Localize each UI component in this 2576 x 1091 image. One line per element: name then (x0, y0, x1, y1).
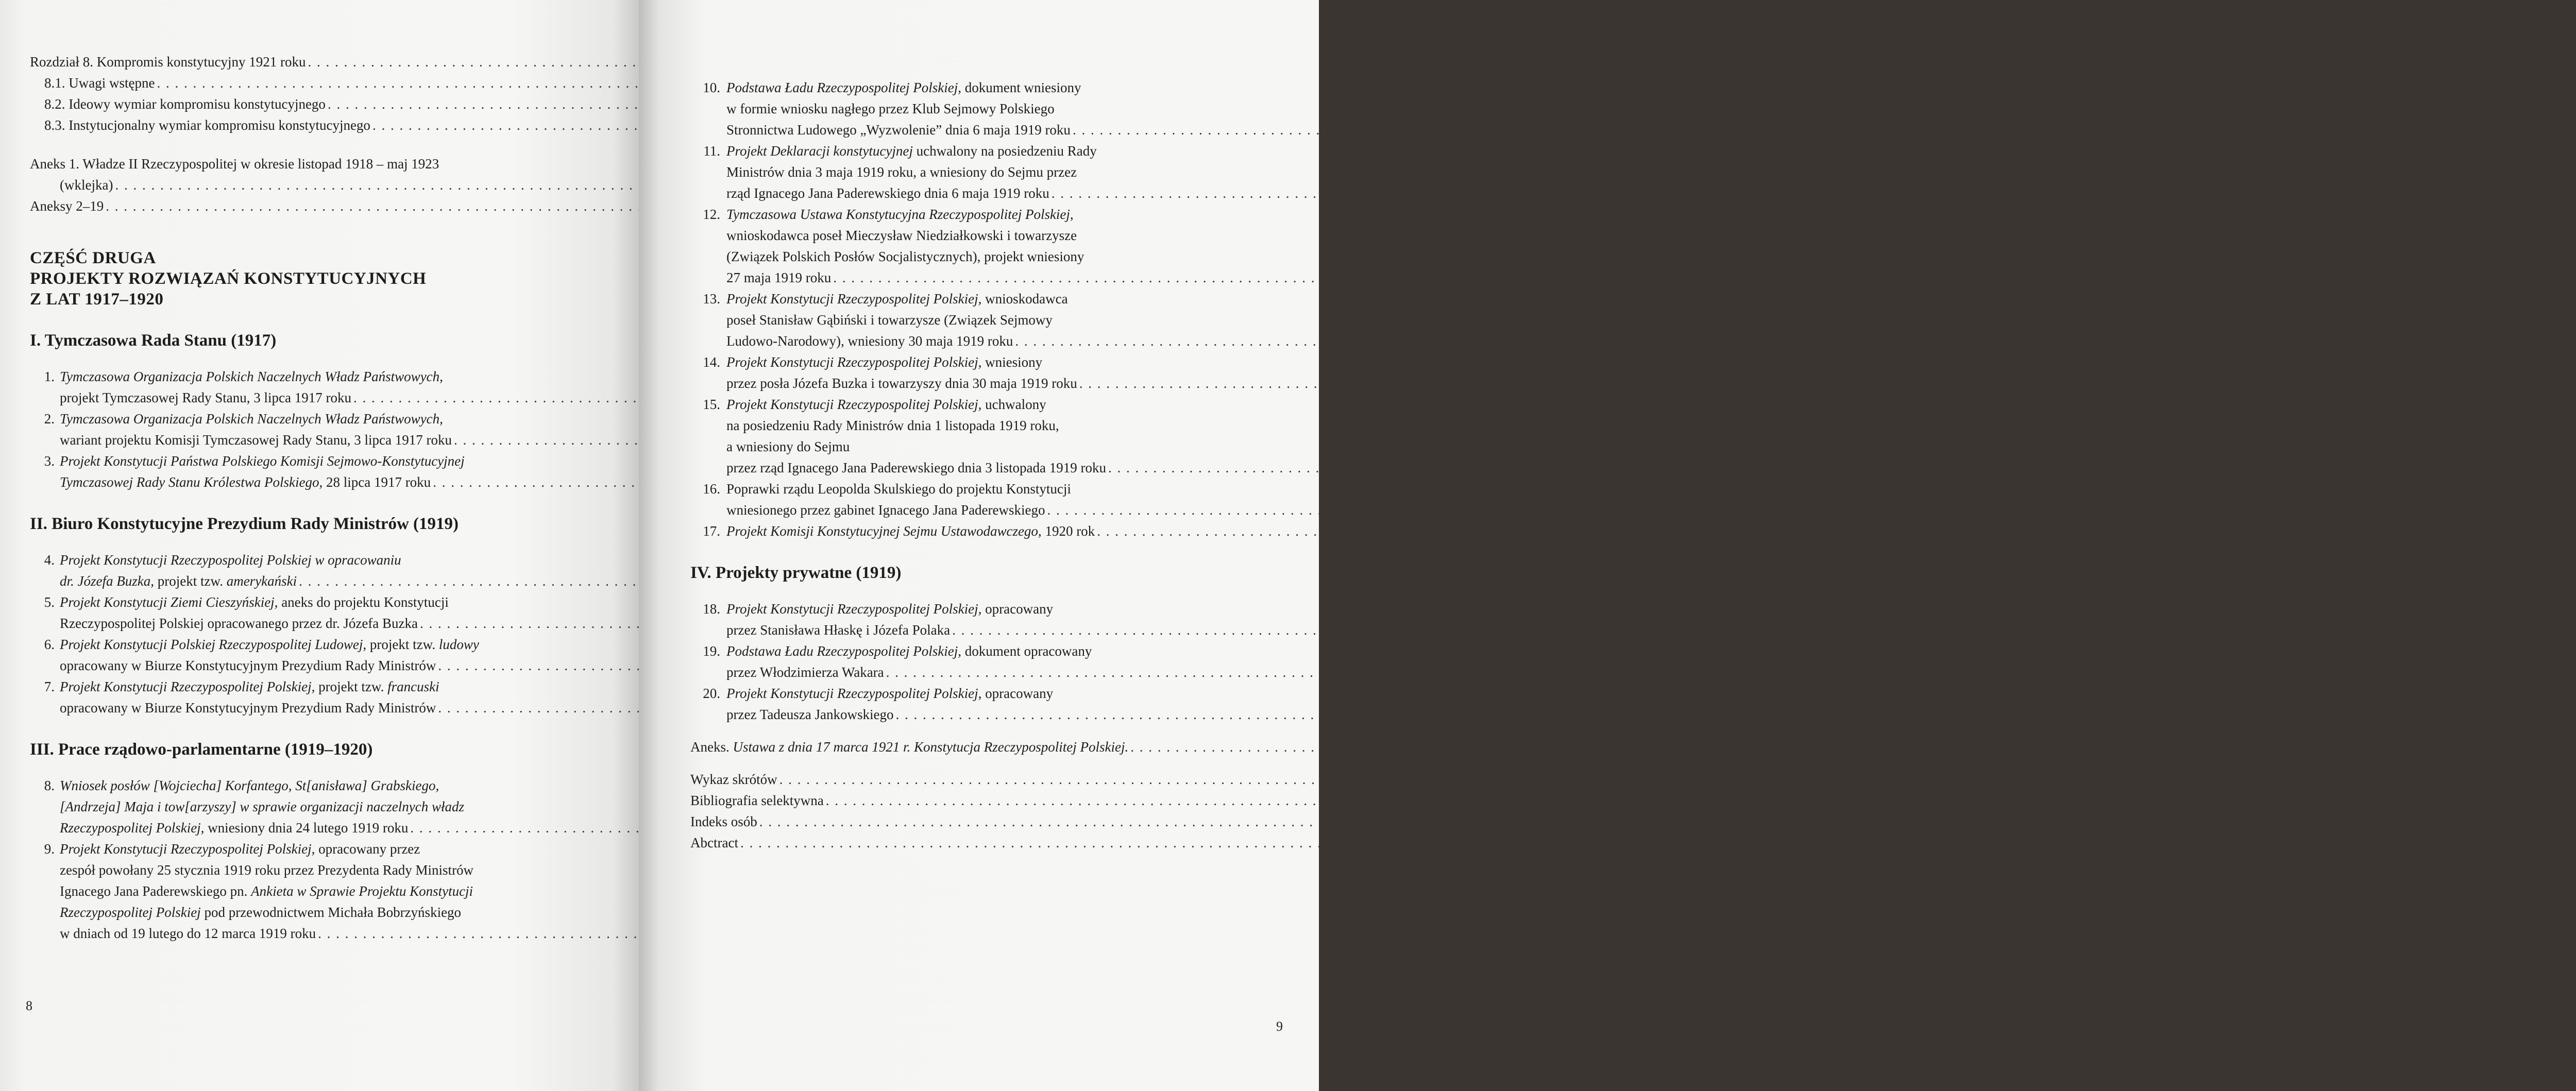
toc-entry-8-3[interactable] (30, 115, 616, 136)
toc-entry-abbreviations[interactable] (690, 769, 1261, 790)
entry-title: Tymczasowa Organizacja Polskich Naczelnych Władz Państwowych, (60, 369, 443, 384)
entry-label: Rozdział 8. Kompromis konstytucyjny 1921 roku (30, 54, 306, 70)
toc-entry-3[interactable] (30, 451, 616, 493)
entry-desc: wniesiony (981, 354, 1043, 370)
entry-desc: wnioskodawca (981, 291, 1068, 306)
entry-title-cont: dr. Józefa Buzka, (60, 573, 154, 589)
toc-entry-bibliography[interactable] (690, 790, 1261, 811)
toc-entry-7[interactable] (30, 676, 616, 719)
toc-entry-5[interactable] (30, 592, 616, 634)
leader-dots (1095, 521, 2576, 542)
leader-dots (155, 73, 2576, 94)
section-heading-3: III. Prace rządowo-parlamentarne (1919–1920) (30, 740, 373, 759)
entry-label: 8.2. Ideowy wymiar kompromisu konstytucyjnego (44, 96, 326, 112)
entry-title: Projekt Konstytucji Ziemi Cieszyńskiej, (60, 594, 278, 610)
entry-desc-cont: na posiedzeniu Rady Ministrów dnia 1 listopada 1919 roku, (726, 418, 1059, 433)
entry-number: 4. (44, 552, 55, 568)
entry-label: Abctract (690, 835, 738, 850)
entry-desc-cont: (Związek Polskich Posłów Socjalistycznych), projekt wniesiony (726, 249, 1084, 264)
entry-title: Projekt Konstytucji Rzeczypospolitej Polskiej, (726, 291, 982, 306)
entry-desc: 28 lipca 1917 roku (323, 474, 431, 490)
entry-title-cont: Tymczasowej Rady Stanu Królestwa Polskiego, (60, 474, 323, 490)
entry-number: 17. (703, 523, 720, 539)
entry-title: Tymczasowa Organizacja Polskich Naczelnych Władz Państwowych, (60, 411, 443, 427)
toc-entry-9[interactable] (30, 839, 616, 944)
entry-desc: projekt tzw. (315, 679, 388, 694)
entry-number: 11. (703, 143, 720, 159)
part-label: CZĘŚĆ DRUGA (30, 249, 156, 267)
entry-label: Bibliografia selektywna (690, 793, 824, 808)
entry-title: Projekt Konstytucji Rzeczypospolitej Polskiej, (726, 354, 982, 370)
entry-desc: wniesiony dnia 24 lutego 1919 roku (204, 820, 409, 836)
part-two-heading (30, 248, 616, 310)
toc-entry-8-1[interactable] (30, 73, 616, 94)
entry-desc: aneks do projektu Konstytucji (278, 594, 449, 610)
entry-title: Projekt Konstytucji Rzeczypospolitej Polskiej, (726, 686, 982, 701)
toc-entry-index[interactable] (690, 811, 1261, 832)
entry-desc-cont: poseł Stanisław Gąbiński i towarzysze (Związek Sejmowy (726, 312, 1053, 328)
entry-desc-end: wniesionego przez gabinet Ignacego Jana Paderewskiego (726, 502, 1045, 518)
entry-number: 12. (703, 207, 720, 222)
toc-entry-14[interactable] (690, 352, 1261, 394)
entry-number: 7. (44, 679, 55, 694)
entry-number: 5. (44, 594, 55, 610)
entry-title: Projekt Komisji Konstytucyjnej Sejmu Ustawodawczego, (726, 523, 1042, 539)
right-page (639, 0, 1319, 1091)
toc-entry-6[interactable] (30, 634, 616, 676)
entry-label: Aneks. (690, 739, 733, 755)
entry-desc-cont: Ministrów dnia 3 maja 1919 roku, a wniesiony do Sejmu przez (726, 164, 1077, 180)
leader-dots (950, 620, 2576, 641)
entry-label: 8.3. Instytucjonalny wymiar kompromisu konstytucyjnego (44, 117, 370, 133)
toc-entry-1[interactable] (30, 366, 616, 408)
entry-title-end: Rzeczypospolitej Polskiej, (60, 820, 205, 836)
entry-desc: opracowany (981, 686, 1054, 701)
entry-desc-cont: Ignacego Jana Paderewskiego pn. (60, 883, 251, 899)
leader-dots (824, 790, 2576, 811)
entry-desc: 1920 rok (1041, 523, 1095, 539)
entry-desc: dokument opracowany (961, 643, 1092, 659)
toc-entry-annex[interactable] (690, 737, 1261, 758)
entry-number: 16. (703, 481, 720, 497)
entry-number: 6. (44, 637, 55, 652)
entry-title: Poprawki rządu Leopolda Skulskiego do projektu Konstytucji (726, 481, 1071, 497)
toc-entry-10[interactable] (690, 77, 1261, 141)
entry-title: Tymczasowa Ustawa Konstytucyjna Rzeczypospolitej Polskiej, (726, 207, 1074, 222)
section-heading-2: II. Biuro Konstytucyjne Prezydium Rady Ministrów (1919) (30, 515, 459, 533)
leader-dots (738, 832, 2576, 854)
entry-number: 1. (44, 369, 55, 384)
entry-title: Projekt Konstytucji Rzeczypospolitej Polskiej, (60, 679, 315, 694)
toc-entry-abstract[interactable] (690, 832, 1261, 854)
page-folio: 8 (26, 998, 32, 1013)
entry-number: 14. (703, 354, 720, 370)
entry-desc: projekt Tymczasowej Rady Stanu, 3 lipca 1917 roku (60, 390, 351, 405)
entry-desc-cont: opracowany w Biurze Konstytucyjnym Prezydium Rady Ministrów (60, 700, 436, 715)
toc-entry-12[interactable] (690, 204, 1261, 288)
entry-desc-cont: pod przewodnictwem Michała Bobrzyńskiego (200, 905, 462, 920)
entry-title: Podstawa Ładu Rzeczypospolitej Polskiej, (726, 643, 961, 659)
entry-type: amerykański (226, 573, 297, 589)
entry-desc-end: 27 maja 1919 roku (726, 270, 832, 285)
entry-type: francuski (387, 679, 439, 694)
entry-title-cont: [Andrzeja] Maja i tow[arzyszy] w sprawie organizacji naczelnych władz (60, 799, 465, 814)
entry-desc: projekt tzw. (154, 573, 227, 589)
entry-desc: uchwalony na posiedzeniu Rady (912, 143, 1097, 159)
entry-label: Aneksy 2–19 (30, 198, 104, 214)
section-heading-4: IV. Projekty prywatne (1919) (690, 564, 902, 582)
toc-entry-annexes[interactable] (30, 196, 616, 217)
entry-label: Indeks osób (690, 814, 757, 829)
toc-entry-13[interactable] (690, 288, 1261, 352)
toc-entry-4[interactable] (30, 550, 616, 592)
leader-dots (777, 769, 2576, 790)
entry-desc-cont: Rzeczypospolitej Polskiej opracowanego przez dr. Józefa Buzka (60, 616, 418, 631)
leader-dots (831, 267, 2576, 288)
entry-title: Projekt Konstytucji Rzeczypospolitej Polskiej, (726, 601, 982, 617)
entry-title: Wniosek posłów [Wojciecha] Korfantego, St[anisława] Grabskiego, (60, 778, 439, 793)
page-folio: 9 (1276, 1019, 1283, 1034)
toc-entry-annex-1[interactable] (30, 154, 616, 196)
toc-entry-11[interactable] (690, 141, 1261, 204)
entry-desc-end: rząd Ignacego Jana Paderewskiego dnia 6 maja 1919 roku (726, 185, 1049, 201)
leader-dots (1013, 331, 2576, 352)
leader-dots (884, 662, 2576, 683)
entry-title-cont: Ankieta w Sprawie Projektu Konstytucji (251, 883, 473, 899)
toc-entry-2[interactable] (30, 408, 616, 451)
toc-entry-19[interactable] (690, 641, 1261, 683)
entry-desc: opracowany (981, 601, 1054, 617)
entry-number: 19. (703, 643, 720, 659)
entry-desc: opracowany przez (315, 841, 420, 857)
entry-desc-cont: zespół powołany 25 stycznia 1919 roku przez Prezydenta Rady Ministrów (60, 862, 474, 878)
entry-label: Wykaz skrótów (690, 772, 777, 787)
toc-entry-16[interactable] (690, 479, 1261, 521)
leader-dots (1106, 457, 2576, 479)
entry-number: 15. (703, 397, 720, 412)
entry-desc-end: Ludowo-Narodowy), wniesiony 30 maja 1919 roku (726, 333, 1013, 349)
entry-desc-end: przez Stanisława Hłaskę i Józefa Polaka (726, 622, 951, 638)
entry-title: Projekt Konstytucji Rzeczypospolitej Polskiej, (60, 841, 315, 857)
entry-desc-cont: a wniesiony do Sejmu (726, 439, 850, 454)
toc-entry-20[interactable] (690, 683, 1261, 725)
entry-label: Aneks 1. Władze II Rzeczypospolitej w okresie listopad 1918 – maj 1923 (30, 156, 439, 172)
entry-desc: wnioskodawca poseł Mieczysław Niedziałkowski i towarzysze (726, 228, 1077, 243)
entry-title: Projekt Konstytucji Rzeczypospolitej Polskiej w opracowaniu (60, 552, 401, 568)
toc-entry-17[interactable] (690, 521, 1261, 542)
entry-title: Projekt Konstytucji Polskiej Rzeczypospolitej Ludowej, (60, 637, 367, 652)
entry-title: Projekt Konstytucji Rzeczypospolitej Polskiej, (726, 397, 982, 412)
entry-desc: projekt tzw. (366, 637, 439, 652)
entry-desc-end: przez Włodzimierza Wakara (726, 664, 884, 680)
entry-desc-end: przez rząd Ignacego Jana Paderewskiego dnia 3 listopada 1919 roku (726, 460, 1106, 475)
entry-desc: wariant projektu Komisji Tymczasowej Rady Stanu, 3 lipca 1917 roku (60, 432, 452, 448)
section-heading-1: I. Tymczasowa Rada Stanu (1917) (30, 331, 277, 350)
toc-entry-15[interactable] (690, 394, 1261, 479)
leader-dots (1077, 373, 2576, 394)
toc-entry-18[interactable] (690, 599, 1261, 641)
entry-desc-end: Stronnictwa Ludowego „Wyzwolenie” dnia 6 maja 1919 roku (726, 122, 1071, 138)
entry-number: 2. (44, 411, 55, 427)
leader-dots (1045, 500, 2576, 521)
left-page (0, 0, 639, 1091)
entry-number: 3. (44, 453, 55, 469)
part-years: Z LAT 1917–1920 (30, 290, 164, 309)
leader-dots (1049, 183, 2576, 204)
entry-title: Podstawa Ładu Rzeczypospolitej Polskiej, (726, 80, 961, 95)
part-title: PROJEKTY ROZWIĄZAŃ KONSTYTUCYJNYCH (30, 269, 427, 288)
entry-title: Projekt Deklaracji konstytucyjnej (726, 143, 913, 159)
entry-type: ludowy (438, 637, 479, 652)
entry-number: 18. (703, 601, 720, 617)
toc-entry-chapter-8[interactable] (30, 52, 616, 73)
entry-number: 13. (703, 291, 720, 306)
entry-label-cont: (wklejka) (60, 177, 113, 193)
entry-label: 8.1. Uwagi wstępne (44, 75, 155, 91)
entry-desc-end: przez posła Józefa Buzka i towarzyszy dnia 30 maja 1919 roku (726, 376, 1077, 391)
entry-desc: uchwalony (981, 397, 1046, 412)
entry-number: 20. (703, 686, 720, 701)
leader-dots (1071, 120, 2576, 141)
leader-dots (894, 704, 2576, 725)
entry-desc-cont: opracowany w Biurze Konstytucyjnym Prezydium Rady Ministrów (60, 658, 436, 673)
entry-number: 8. (44, 778, 55, 793)
entry-number: 10. (703, 80, 720, 95)
entry-desc-end: przez Tadeusza Jankowskiego (726, 707, 894, 722)
leader-dots (1128, 737, 2576, 758)
entry-title-end: Rzeczypospolitej Polskiej (60, 905, 201, 920)
toc-entry-8[interactable] (30, 775, 616, 839)
entry-desc-end: w dniach od 19 lutego do 12 marca 1919 roku (60, 926, 316, 941)
entry-desc-cont: w formie wniosku nagłego przez Klub Sejmowy Polskiego (726, 101, 1055, 116)
entry-number: 9. (44, 841, 55, 857)
leader-dots (757, 811, 2576, 832)
toc-entry-8-2[interactable] (30, 94, 616, 115)
entry-title: Ustawa z dnia 17 marca 1921 r. Konstytucja Rzeczypospolitej Polskiej. (733, 739, 1129, 755)
entry-desc: dokument wniesiony (961, 80, 1081, 95)
entry-title: Projekt Konstytucji Państwa Polskiego Komisji Sejmowo-Konstytucyjnej (60, 453, 465, 469)
